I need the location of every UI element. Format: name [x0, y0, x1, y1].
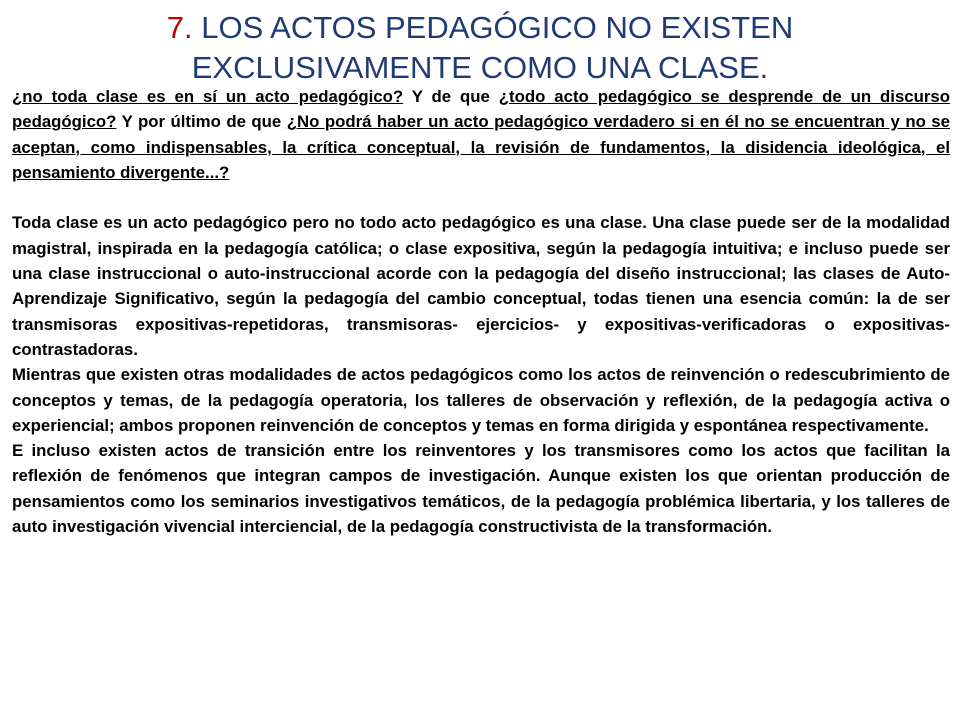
intro-connector-2: Y por último de que [116, 112, 287, 132]
paragraph-2: Mientras que existen otras modalidades de actos pedagógicos como los actos de reinvención o redescubrimiento de conceptos y temas, de la pedagogía operatoria, los talleres de observación y reflexión, de la pedagogía activa o experiencial; ambos proponen reinvención de conceptos y temas en forma dirigida y espontánea respectivamente. [12, 365, 950, 435]
intro-connector-1: Y de que [403, 87, 499, 106]
question-2: ¿todo acto pedagógico se desprende de un discurso pedagógico? [12, 87, 950, 132]
title-line-2: EXCLUSIVAMENTE COMO UNA CLASE. [191, 50, 769, 85]
paragraph-spacer [12, 185, 950, 210]
title-number: 7. [166, 10, 202, 45]
question-1: ¿no toda clase es en sí un acto pedagógico? [12, 87, 404, 106]
question-3: ¿No podrá haber un acto pedagógico verdadero si en él no se encuentran y no se aceptan, como indispensables, la crítica conceptual, la revisión de fundamentos, la disidencia ideológica, el pensamiento divergente...? [12, 112, 950, 182]
paragraph-3: E incluso existen actos de transición entre los reinventores y los transmisores como los actos que facilitan la reflexión de fenómenos que integran campos de investigación. Aunque existen los que orientan producción de pensamientos como los seminarios investigativos temáticos, de la pedagogía problémica libertaria, y los talleres de auto investigación vivencial interciencial, de la pedagogía constructivista de la transformación. [12, 441, 950, 537]
title-line-1: LOS ACTOS PEDAGÓGICO NO EXISTEN [201, 10, 794, 45]
slide-title [0, 8, 960, 88]
paragraph-1: Toda clase es un acto pedagógico pero no todo acto pedagógico es una clase. Una clase puede ser de la modalidad magistral, inspirada en la pedagogía católica; o clase expositiva, según la pedagogía intuitiva; e incluso puede ser una clase instruccional o auto-instruccional acorde con la pedagogía del diseño instruccional; las clases de Auto-Aprendizaje Significativo, según la pedagogía del cambio conceptual, todas tienen una esencia común: la de ser transmisoras expositivas-repetidoras, transmisoras- ejercicios- y expositivas-verificadoras o expositivas-contrastadoras. [12, 213, 950, 359]
slide-body [12, 84, 950, 539]
intro-paragraph [12, 84, 950, 185]
